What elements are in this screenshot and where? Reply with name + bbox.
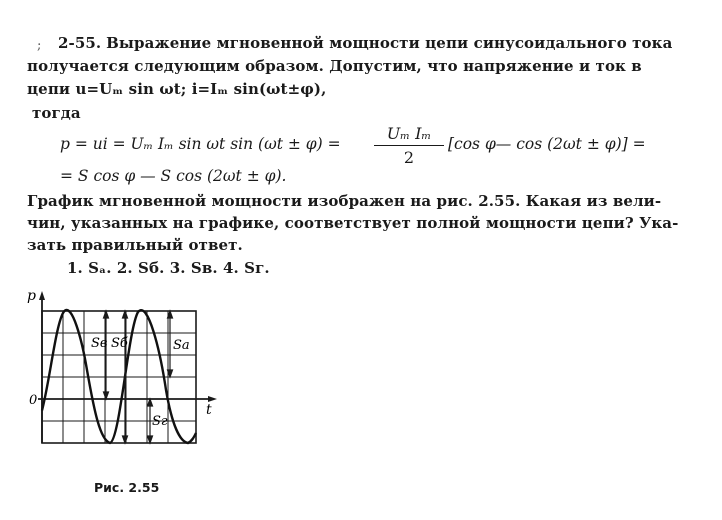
problem-line-2: получается следующим образом. Допустим, что напряжение и ток в bbox=[27, 57, 642, 75]
figure-caption: Рис. 2.55 bbox=[94, 480, 160, 495]
label-sg: Sг bbox=[152, 414, 168, 429]
y-axis-label: p bbox=[27, 288, 36, 304]
t-axis-label: t bbox=[206, 402, 212, 418]
origin-label: 0 bbox=[29, 393, 38, 408]
formula-left: p = ui = Uₘ Iₘ sin ωt sin (ωt ± φ) = bbox=[60, 135, 341, 153]
question-line-2: чин, указанных на графике, соответствует полной мощности цепи? Ука- bbox=[27, 214, 679, 232]
problem-number: 2-55. bbox=[58, 34, 102, 52]
problem-line-3: цепи u=Uₘ sin ωt; i=Iₘ sin(ωt±φ), bbox=[27, 80, 327, 98]
question-line-3: зать правильный ответ. bbox=[27, 236, 243, 254]
problem-title: Выражение мгновенной мощности цепи синусоидального тока bbox=[106, 34, 673, 52]
then-word: тогда bbox=[32, 104, 81, 122]
fraction-denominator: 2 bbox=[403, 148, 415, 167]
question-line-1: График мгновенной мощности изображен на рис. 2.55. Какая из вели- bbox=[27, 192, 662, 210]
y-axis-arrow bbox=[39, 291, 45, 300]
label-sa: Sа bbox=[173, 338, 190, 353]
margin-mark: ; bbox=[37, 38, 42, 53]
label-sv: Sв bbox=[91, 336, 108, 351]
fraction-numerator: Uₘ Iₘ bbox=[374, 124, 444, 146]
formula-second-line: = S cos φ — S cos (2ωt ± φ). bbox=[60, 167, 287, 185]
answer-options: 1. Sₐ. 2. Sб. 3. Sв. 4. Sг. bbox=[67, 259, 270, 277]
formula-right: [cos φ— cos (2ωt ± φ)] = bbox=[448, 135, 646, 153]
label-sb: Sб bbox=[111, 336, 128, 351]
